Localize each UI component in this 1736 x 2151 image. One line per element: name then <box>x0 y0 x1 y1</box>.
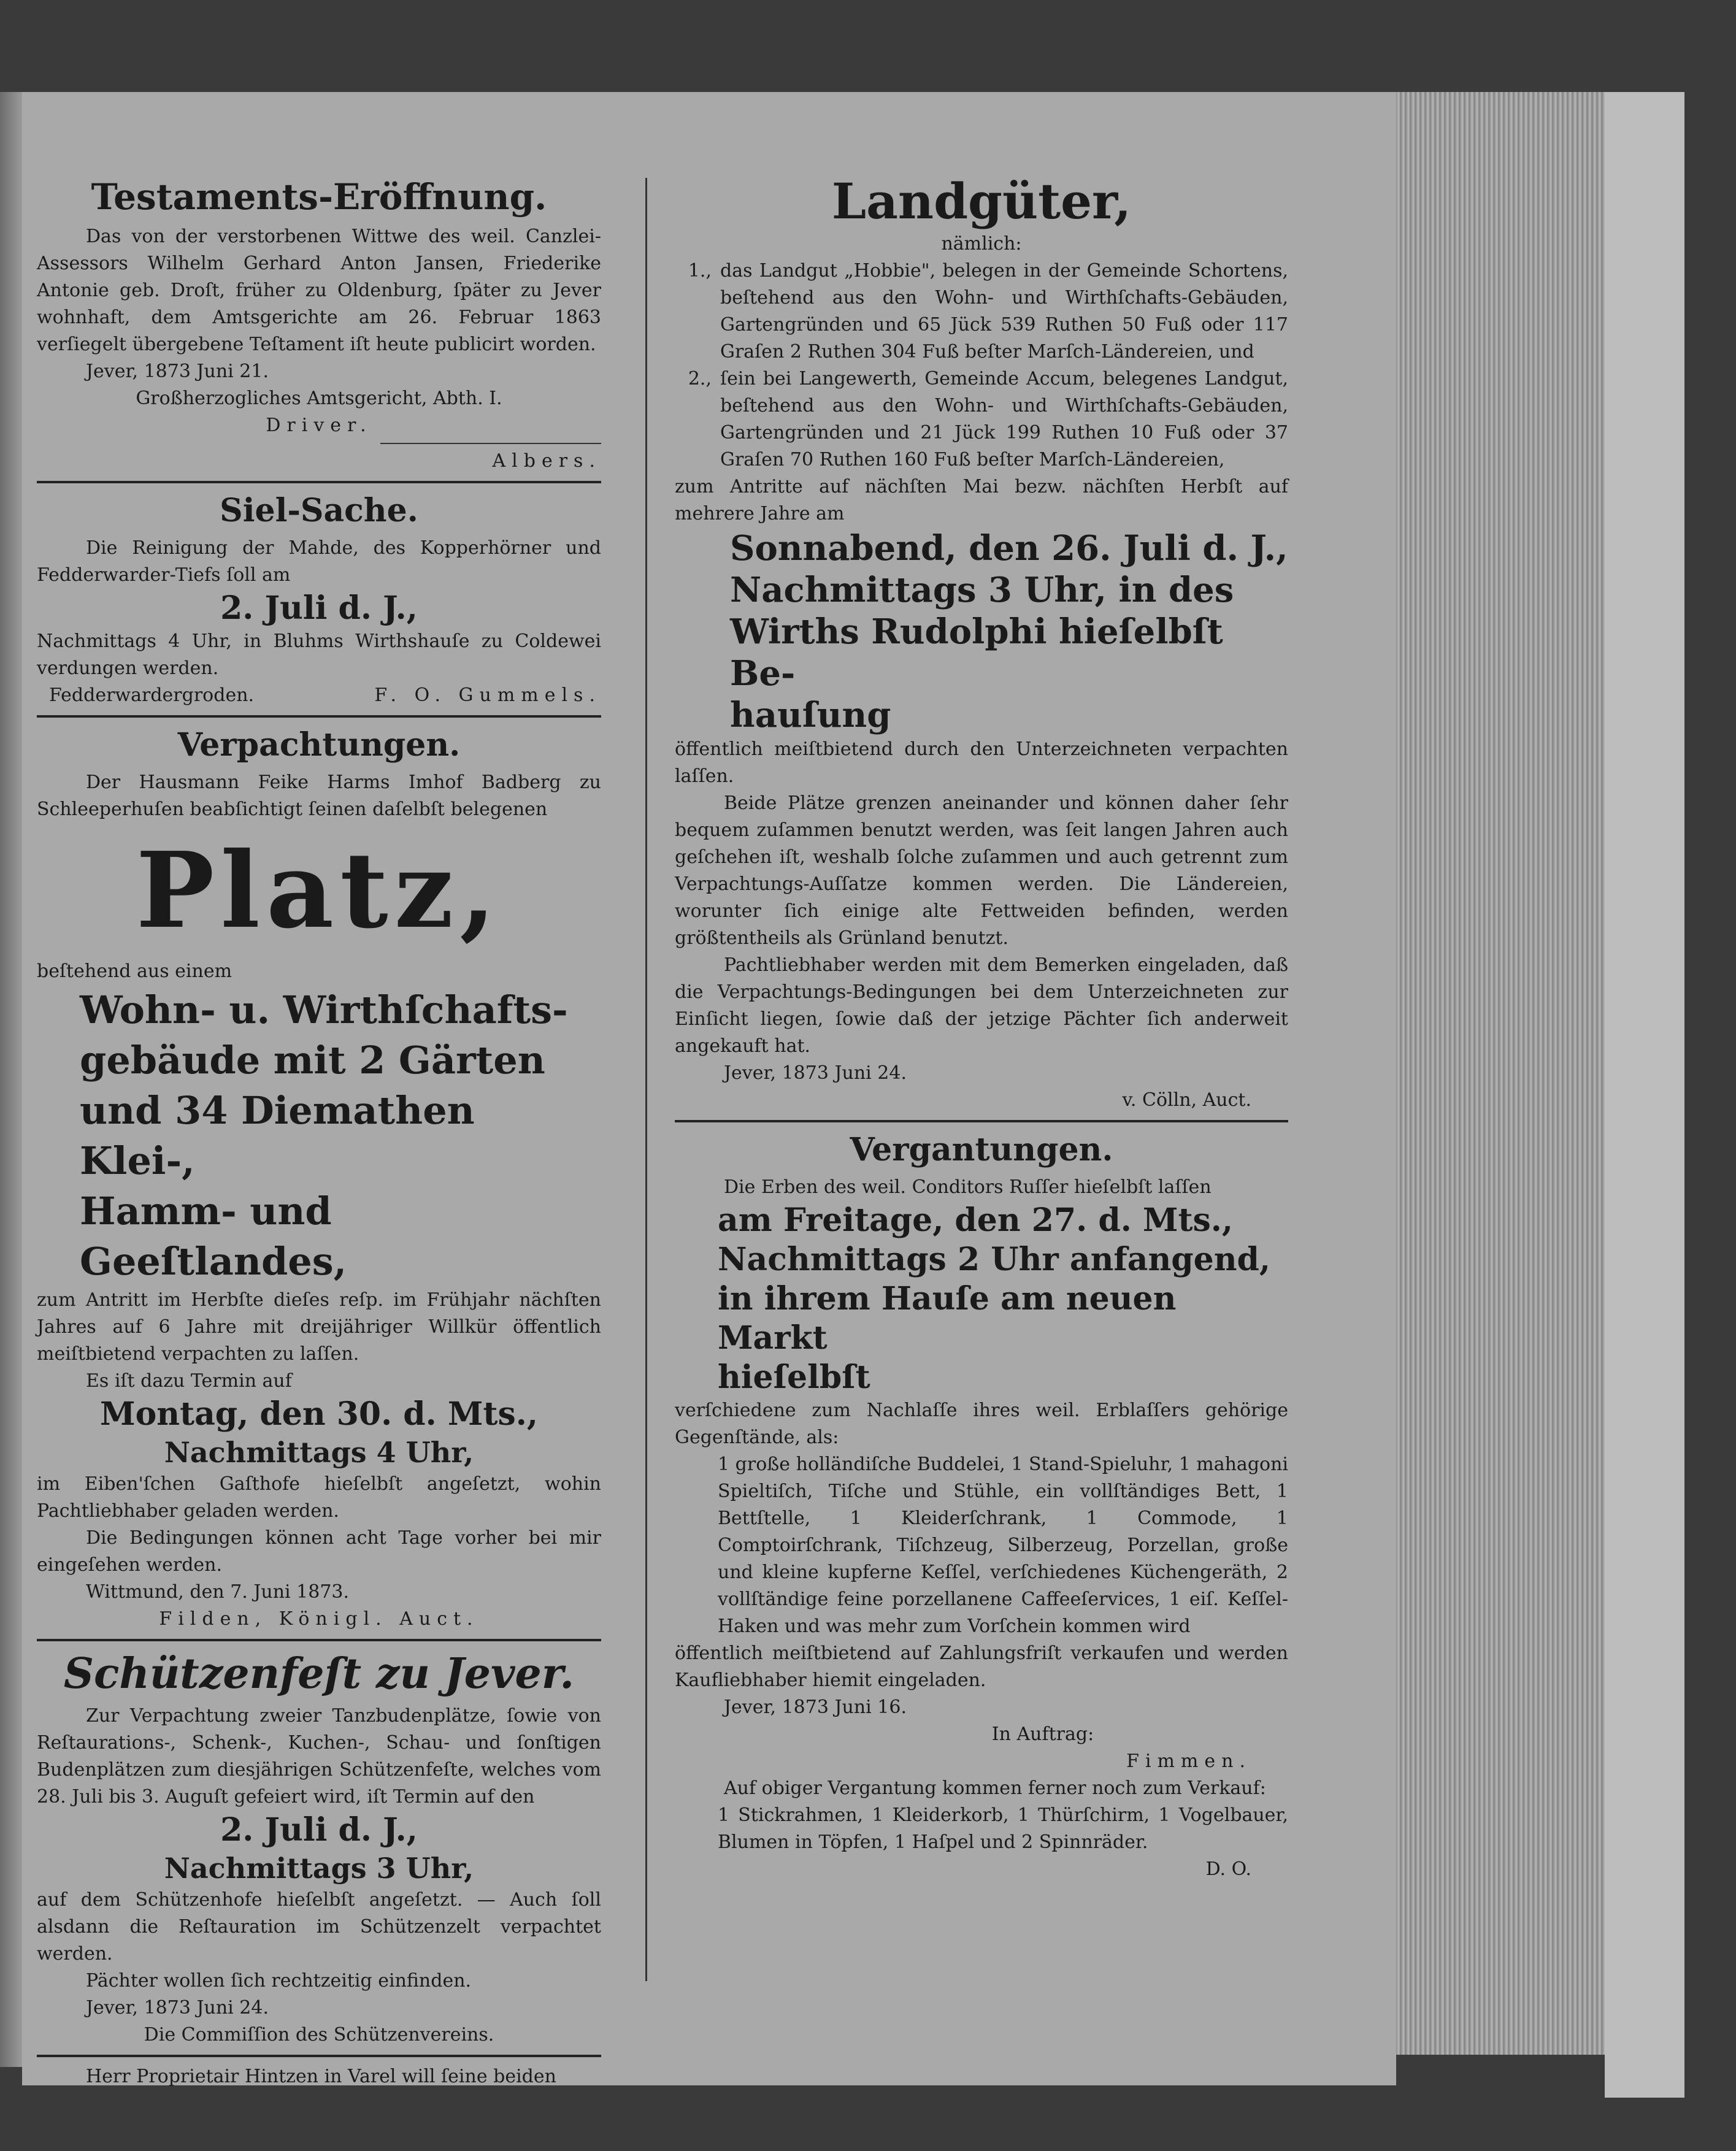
verpachtungen-signature: Filden, Königl. Auct. <box>159 1608 479 1630</box>
landgueter-notice <box>675 172 1288 1114</box>
siel-signature: F. O. Gummels. <box>374 684 601 706</box>
bestehend-text: beſtehend aus einem <box>37 960 232 982</box>
verpachtungen-date: Montag, den 30. d. Mts., <box>100 1395 538 1433</box>
testament-place-date: Jever, 1873 Juni 21. <box>86 361 269 382</box>
testament-signature-1: Driver. <box>266 415 372 436</box>
hintzen-notice: Herr Proprietair Hintzen in Varel will ſeine beiden <box>86 2066 556 2087</box>
right-column <box>675 166 1288 1883</box>
section-rule <box>37 1639 601 1641</box>
verpachtungen-place-text: im Eiben'ſchen Gaſthofe hieſelbſt angeſetzt, wohin Pachtliebhaber geladen werden. <box>37 1473 601 1522</box>
vergantungen-heading: Vergantungen. <box>850 1131 1113 1168</box>
big-line: gebäude mit 2 Gärten <box>80 1038 545 1083</box>
big-line: Wohn- u. Wirthſchafts- <box>80 987 568 1032</box>
landgueter-antritt: zum Antritte auf nächſten Mai bezw. nächſten Herbſt auf mehrere Jahre am <box>675 476 1288 524</box>
big-line: am Freitage, den 27. d. Mts., <box>718 1202 1233 1239</box>
landgut-item <box>675 366 1288 474</box>
landgueter-body-1: öffentlich meiſtbietend durch den Unterzeichneten verpachten laſſen. <box>675 738 1288 787</box>
schuetzenfest-signature: Die Commiſſion des Schützenvereins. <box>144 2024 494 2046</box>
schuetzenfest-notice <box>37 1647 601 2049</box>
big-line: Wirths Rudolphi hieſelbſt Be- <box>730 612 1223 694</box>
vergantungen-signature-2: D. O. <box>1205 1858 1251 1880</box>
platz-headline: Platz, <box>136 829 502 952</box>
previous-page-edge <box>0 92 22 2067</box>
big-line: Sonnabend, den 26. Juli d. J., <box>730 528 1288 569</box>
vergantungen-notice <box>675 1130 1288 1883</box>
verpachtungen-time: Nachmittags 4 Uhr, <box>164 1436 474 1469</box>
item-text: ſein bei Langewerth, Gemeinde Accum, belegenes Landgut, beſtehend aus den Wohn- und Wirthſchafts-Gebäuden, Gartengründen und 21 Jück 199 Ruthen 10 Fuß oder 37 Graſen 70 Ruthen 160 Fuß beſter Marſch-Ländereien, <box>720 368 1288 470</box>
landgueter-place-date: Jever, 1873 Juni 24. <box>724 1062 907 1084</box>
vergantungen-body-4: Auf obiger Vergantung kommen ferner noch zum Verkauf: <box>724 1777 1266 1799</box>
section-rule <box>37 715 601 718</box>
section-rule <box>675 1120 1288 1122</box>
vergantungen-body-3: öffentlich meiſtbietend auf Zahlungsfriſt verkaufen und werden Kaufliebhaber hiemit eingeladen. <box>675 1643 1288 1691</box>
schuetzenfest-heading: Schützenfeſt zu Jever. <box>63 1649 575 1698</box>
landgueter-body-2: Beide Plätze grenzen aneinander und können daher ſehr bequem zuſammen benutzt werden, was ſeit langen Jahren auch geſchehen iſt, weshalb ſolche zuſammen und auch getrennt zum Verpachtungs-Auſſatze kommen werden. Die Ländereien, worunter ſich einige alte Fettweiden befinden, werden größtentheils als Grünland benutzt. <box>675 792 1288 949</box>
signature-rule <box>380 443 601 444</box>
testament-signature-2: Albers. <box>492 450 601 472</box>
big-line: hieſelbſt <box>718 1359 870 1396</box>
big-line: Nachmittags 3 Uhr, in des <box>730 570 1234 610</box>
column-divider <box>645 178 647 1981</box>
verpachtungen-notice <box>37 725 601 1633</box>
verpachtungen-intro: Der Hausmann Feike Harms Imhof Badberg zu Schleeperhuſen beabſichtigt ſeinen daſelbſt belegenen <box>37 772 601 820</box>
section-rule <box>37 481 601 483</box>
verpachtungen-conditions: Die Bedingungen können acht Tage vorher bei mir eingeſehen werden. <box>37 1527 601 1576</box>
verpachtungen-body: zum Antritt im Herbſte dieſes reſp. im Frühjahr nächſten Jahres auf 6 Jahre mit dreijähriger Willkür öffentlich meiſtbietend verpachten zu laſſen. <box>37 1289 601 1365</box>
testament-notice <box>37 175 601 475</box>
book-cover <box>1605 92 1684 2098</box>
siel-notice <box>37 491 601 709</box>
schuetzenfest-date: 2. Juli d. J., <box>220 1811 418 1849</box>
left-column <box>37 166 601 2090</box>
vergantungen-list-2: 1 Stickrahmen, 1 Kleiderkorb, 1 Thürſchirm, 1 Vogelbauer, Blumen in Töpfen, 1 Haſpel und 2 Spinnräder. <box>718 1804 1288 1853</box>
big-line: Nachmittags 2 Uhr anfangend, <box>718 1241 1270 1278</box>
landgueter-naemlich: nämlich: <box>941 233 1022 255</box>
schuetzenfest-body: Zur Verpachtung zweier Tanzbudenplätze, ſowie von Reſtaurations-, Schenk-, Kuchen-, Schau- und ſonſtigen Budenplätzen zum diesjährigen Schützenfeſte, welches vom 28. Juli bis 3. Auguſt gefeiert wird, iſt Termin auf den <box>37 1705 601 1808</box>
siel-signature-row <box>37 682 601 709</box>
testament-court: Großherzogliches Amtsgericht, Abth. I. <box>136 388 502 409</box>
section-rule <box>37 2055 601 2057</box>
big-line: und 34 Diemathen Klei-, <box>80 1088 475 1183</box>
verpachtungen-termin: Es iſt dazu Termin auf <box>86 1370 292 1392</box>
item-number: 2., <box>688 368 712 389</box>
siel-body-2: Nachmittags 4 Uhr, in Bluhms Wirthshauſe zu Coldewei verdungen werden. <box>37 631 601 679</box>
schuetzenfest-place-date: Jever, 1873 Juni 24. <box>86 1997 269 2019</box>
vergantungen-body-1: Die Erben des weil. Conditors Ruſſer hieſelbſt laſſen <box>724 1176 1212 1198</box>
big-line: Hamm- und Geeſtlandes, <box>80 1189 347 1284</box>
vergantungen-place-date: Jever, 1873 Juni 16. <box>724 1697 907 1718</box>
schuetzenfest-note: Pächter wollen ſich rechtzeitig einfinden. <box>86 1970 472 1992</box>
vergantungen-body-2: verſchiedene zum Nachlaſſe ihres weil. Erblaſſers gehörige Gegenſtände, als: <box>675 1400 1288 1448</box>
testament-heading: Testaments-Eröffnung. <box>91 176 547 218</box>
vergantungen-signature: Fimmen. <box>1126 1750 1251 1772</box>
landgueter-body-3: Pachtliebhaber werden mit dem Bemerken eingeladen, daß die Verpachtungs-Bedingungen bei dem Unterzeichneten zur Einſicht liegen, ſowie daß der jetzige Pächter ſich anderweit angekauft hat. <box>675 954 1288 1057</box>
item-number: 1., <box>688 260 712 282</box>
item-text: das Landgut „Hobbie", belegen in der Gemeinde Schortens, beſtehend aus den Wohn- und Wirthſchafts-Gebäuden, Gartengründen und 65 Jück 539 Ruthen 50 Fuß oder 117 Graſen 2 Ruthen 304 Fuß beſter Marſch-Ländereien, und <box>720 260 1288 362</box>
siel-date: 2. Juli d. J., <box>220 589 418 627</box>
vergantungen-list: 1 große holländiſche Buddelei, 1 Stand-Spieluhr, 1 mahagoni Spieltiſch, Tiſche und Stühle, ein vollſtändiges Bett, 1 Bettſtelle, 1 Kleiderſchrank, 1 Commode, 1 Comptoirſchrank, Tiſchzeug, Silberzeug, Porzellan, große und kleine kupferne Keſſel, verſchiedenes Küchengeräth, 2 vollſtändige feine porzellanene Caffeeſervices, 1 eiſ. Keſſel-Haken und was mehr zum Vorſchein kommen wird <box>718 1454 1288 1637</box>
verpachtungen-heading: Verpachtungen. <box>177 726 461 764</box>
landgueter-signature: v. Cölln, Auct. <box>1122 1089 1251 1111</box>
vergantungen-auftrag: In Auftrag: <box>991 1723 1094 1745</box>
siel-heading: Siel-Sache. <box>220 492 418 529</box>
big-line: in ihrem Hauſe am neuen Markt <box>718 1280 1177 1357</box>
schuetzenfest-body-2: auf dem Schützenhofe hieſelbſt angeſetzt. — Auch ſoll alsdann die Reſtauration im Schützenzelt verpachtet werden. <box>37 1889 601 1965</box>
schuetzenfest-time: Nachmittags 3 Uhr, <box>164 1852 474 1885</box>
book-page-edges <box>1396 92 1605 2055</box>
landgut-item <box>675 258 1288 366</box>
siel-body-1: Die Reinigung der Mahde, des Kopperhörner und Fedderwarder-Tiefs ſoll am <box>37 537 601 586</box>
verpachtungen-place-date: Wittmund, den 7. Juni 1873. <box>86 1581 350 1603</box>
landgueter-heading: Landgüter, <box>831 172 1132 230</box>
siel-place: Fedderwardergroden. <box>49 684 255 706</box>
big-line: hauſung <box>730 695 891 735</box>
testament-body: Das von der verstorbenen Wittwe des weil. Canzlei-Assessors Wilhelm Gerhard Anton Jansen, Friederike Antonie geb. Droſt, früher zu Oldenburg, ſpäter zu Jever wohnhaft, dem Amtsgerichte am 26. Februar 1863 verſiegelt übergebene Teſtament iſt heute publicirt worden. <box>37 226 601 355</box>
